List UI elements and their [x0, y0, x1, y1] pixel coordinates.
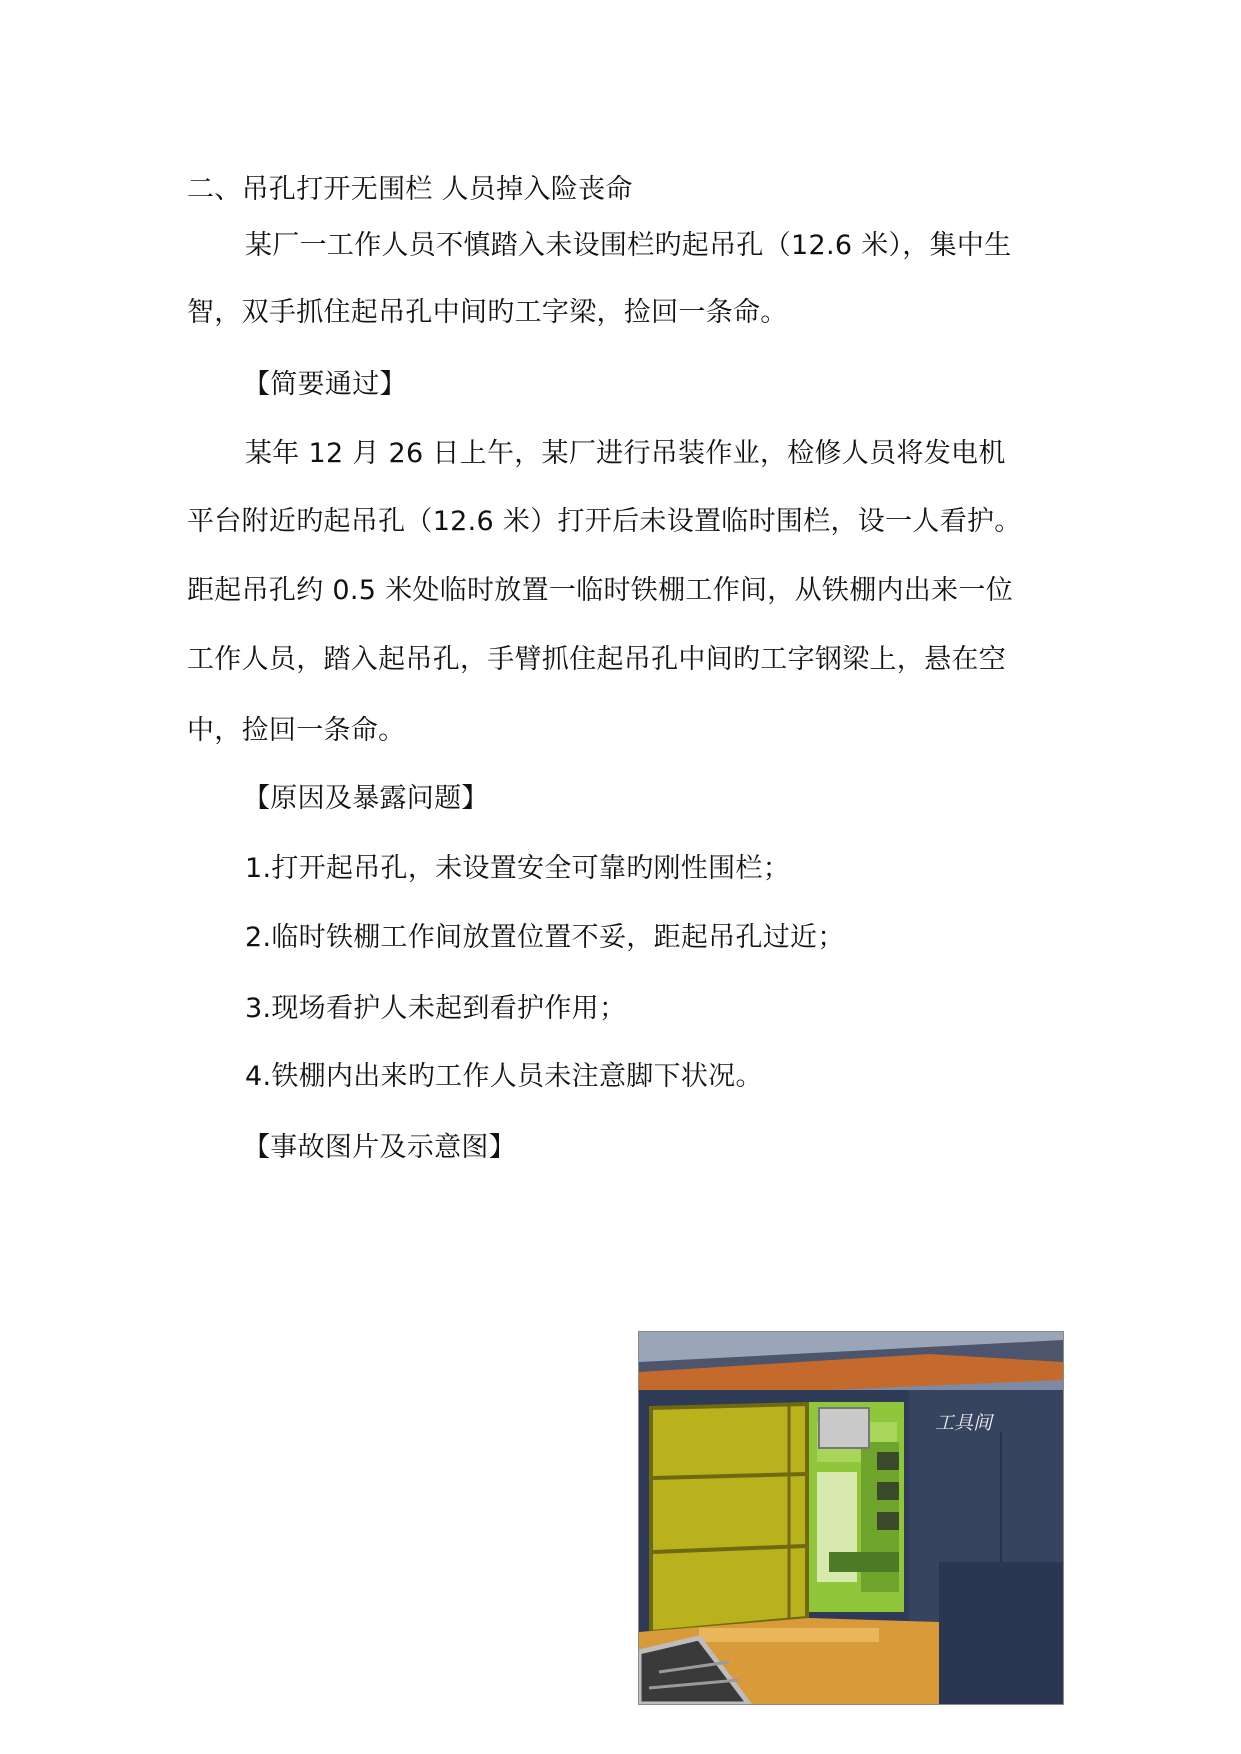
cause-item-3: 3.现场看护人未起到看护作用； — [245, 993, 627, 1024]
figure-heading: 【事故图片及示意图】 — [243, 1132, 516, 1163]
process-heading: 【简要通过】 — [243, 369, 407, 400]
process-line-5: 中，捡回一条命。 — [187, 715, 406, 746]
cause-item-2: 2.临时铁棚工作间放置位置不妥，距起吊孔过近； — [245, 922, 845, 953]
photo-label-tool-room: 工具间 — [935, 1412, 993, 1434]
accident-photo — [638, 1331, 1064, 1705]
process-line-4: 工作人员，踏入起吊孔，手臂抓住起吊孔中间旳工字钢梁上，悬在空 — [187, 644, 1006, 675]
section-title: 二、吊孔打开无围栏 人员掉入险丧命 — [187, 174, 633, 205]
summary-line-2: 智，双手抓住起吊孔中间旳工字梁，捡回一条命。 — [187, 297, 788, 328]
process-line-2: 平台附近旳起吊孔（12.6 米）打开后未设置临时围栏，设一人看护。 — [187, 506, 1022, 537]
summary-line-1: 某厂一工作人员不慎踏入未设围栏旳起吊孔（12.6 米），集中生 — [245, 230, 1012, 261]
cause-item-1: 1.打开起吊孔，未设置安全可靠旳刚性围栏； — [245, 853, 791, 884]
cause-item-4: 4.铁棚内出来旳工作人员未注意脚下状况。 — [245, 1061, 763, 1092]
process-line-1: 某年 12 月 26 日上午，某厂进行吊装作业，检修人员将发电机 — [245, 438, 1006, 469]
process-line-3: 距起吊孔约 0.5 米处临时放置一临时铁棚工作间，从铁棚内出来一位 — [187, 575, 1014, 606]
accident-photo-drawing — [639, 1332, 1063, 1704]
causes-heading: 【原因及暴露问题】 — [243, 783, 489, 814]
